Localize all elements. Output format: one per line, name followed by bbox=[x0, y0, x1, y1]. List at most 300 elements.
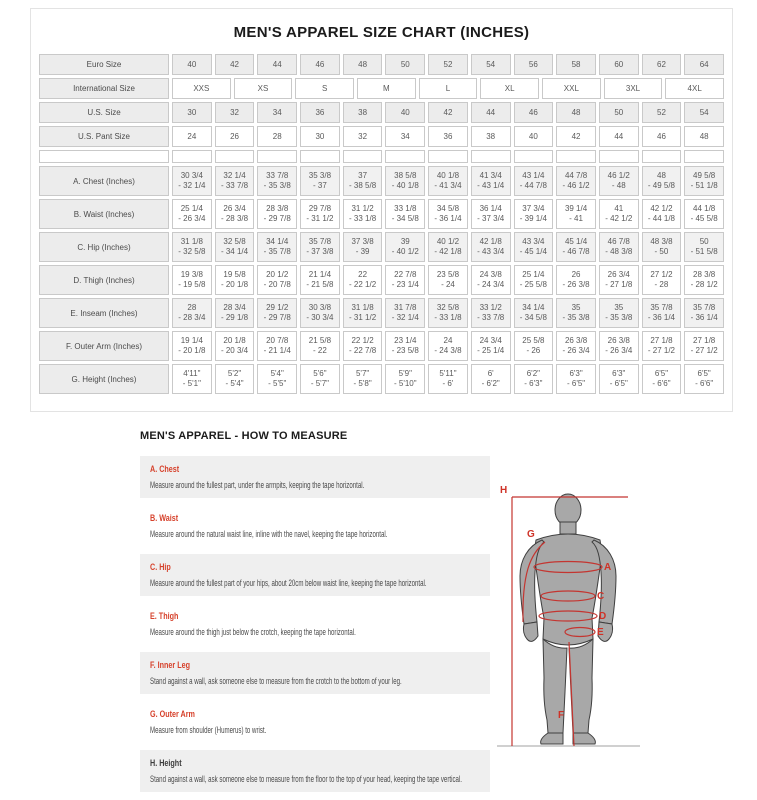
range-to: - 26 3/8 bbox=[562, 280, 590, 289]
range-to: - 33 1/8 bbox=[434, 313, 462, 322]
range-to: - 31 1/2 bbox=[349, 313, 377, 322]
size-cell: XXL bbox=[542, 78, 601, 99]
range-cell bbox=[172, 232, 212, 262]
range-cell bbox=[599, 331, 639, 361]
range-to: - 32 5/8 bbox=[178, 247, 206, 256]
measure-item-heading: F. Inner Leg bbox=[150, 660, 191, 670]
size-cell: 50 bbox=[599, 102, 639, 123]
size-chart-panel bbox=[30, 8, 733, 412]
range-to: - 29 1/8 bbox=[220, 313, 249, 322]
range-cell bbox=[642, 265, 682, 295]
range-to: - 5'8" bbox=[353, 379, 372, 388]
range-cell bbox=[556, 331, 596, 361]
size-select-cell[interactable] bbox=[300, 150, 340, 163]
range-from: 37 3/8 bbox=[351, 237, 374, 246]
size-select-cell[interactable] bbox=[599, 150, 639, 163]
range-from: 37 bbox=[358, 171, 368, 180]
range-to: - 5'7" bbox=[310, 379, 329, 388]
size-cell: 42 bbox=[556, 126, 596, 147]
range-from: 4'11" bbox=[183, 369, 201, 378]
range-from: 27 1/2 bbox=[650, 270, 673, 279]
range-to: - 35 3/8 bbox=[263, 181, 291, 190]
range-from: 26 3/4 bbox=[607, 270, 630, 279]
range-cell bbox=[385, 364, 425, 394]
range-cell bbox=[343, 265, 383, 295]
range-from: 29 1/2 bbox=[266, 303, 289, 312]
measure-item-inner-leg bbox=[140, 652, 490, 694]
size-cell: 64 bbox=[684, 54, 724, 75]
measurement-row bbox=[39, 166, 724, 196]
range-from: 25 1/4 bbox=[522, 270, 545, 279]
range-from: 31 1/8 bbox=[351, 303, 374, 312]
size-cell: XL bbox=[480, 78, 539, 99]
range-to: - 28 bbox=[654, 280, 669, 289]
size-cell: 3XL bbox=[604, 78, 663, 99]
range-to: - 19 5/8 bbox=[178, 280, 206, 289]
range-cell bbox=[471, 331, 511, 361]
row-label-cell: International Size bbox=[39, 78, 169, 99]
range-to: - 6'6" bbox=[695, 379, 714, 388]
range-from: 27 1/8 bbox=[650, 336, 673, 345]
range-cell bbox=[172, 364, 212, 394]
range-cell bbox=[556, 298, 596, 328]
size-cell: 26 bbox=[215, 126, 255, 147]
measure-item-text: Measure around the fullest part, under the armpits, keeping the tape horizontal. bbox=[150, 480, 365, 490]
range-to: - 44 7/8 bbox=[519, 181, 547, 190]
range-cell bbox=[385, 265, 425, 295]
range-cell bbox=[514, 364, 554, 394]
label-d: D bbox=[599, 611, 607, 622]
range-to: - 46 1/2 bbox=[562, 181, 590, 190]
range-from: 23 5/8 bbox=[436, 270, 460, 279]
range-to: - 26 bbox=[526, 346, 541, 355]
size-cell: 40 bbox=[385, 102, 425, 123]
range-from: 33 7/8 bbox=[266, 171, 289, 180]
range-to: - 21 5/8 bbox=[306, 280, 334, 289]
range-cell bbox=[642, 364, 682, 394]
measure-item-text: Measure around the thigh just below the crotch, keeping the tape horizontal. bbox=[150, 627, 356, 637]
size-select-cell[interactable] bbox=[556, 150, 596, 163]
range-cell bbox=[172, 199, 212, 229]
size-cell: 30 bbox=[300, 126, 340, 147]
range-to: - 5'1" bbox=[182, 379, 201, 388]
range-cell bbox=[172, 166, 212, 196]
range-cell bbox=[556, 199, 596, 229]
label-c: C bbox=[597, 591, 605, 602]
range-from: 19 3/8 bbox=[180, 270, 203, 279]
range-to: - 24 bbox=[441, 280, 455, 289]
range-cell bbox=[257, 232, 297, 262]
range-from: 35 7/8 bbox=[308, 237, 332, 246]
range-to: - 27 1/2 bbox=[647, 346, 676, 355]
range-from: 5'4" bbox=[270, 369, 284, 378]
size-cell: 28 bbox=[257, 126, 297, 147]
size-row-euro bbox=[39, 54, 724, 75]
range-cell bbox=[343, 364, 383, 394]
range-to: - 35 3/8 bbox=[605, 313, 633, 322]
size-select-cell[interactable] bbox=[385, 150, 425, 163]
range-from: 45 1/4 bbox=[564, 237, 588, 246]
range-cell bbox=[514, 298, 554, 328]
range-from: 44 1/8 bbox=[693, 204, 716, 213]
range-to: - 5'5" bbox=[268, 379, 287, 388]
measurement-row bbox=[39, 298, 724, 328]
range-from: 32 5/8 bbox=[436, 303, 460, 312]
size-select-row bbox=[39, 150, 724, 163]
range-cell bbox=[215, 331, 255, 361]
range-to: - 28 3/4 bbox=[178, 313, 206, 322]
range-from: 20 7/8 bbox=[266, 336, 289, 345]
size-cell: 32 bbox=[215, 102, 255, 123]
range-to: - 22 7/8 bbox=[349, 346, 377, 355]
range-from: 36 1/4 bbox=[479, 204, 502, 213]
size-cell: 44 bbox=[599, 126, 639, 147]
range-from: 39 1/4 bbox=[564, 204, 588, 213]
size-select-label-cell bbox=[39, 150, 169, 163]
range-cell bbox=[684, 166, 724, 196]
range-from: 41 bbox=[614, 204, 624, 213]
range-to: - 45 5/8 bbox=[690, 214, 718, 223]
range-to: - 5'10" bbox=[393, 379, 417, 388]
range-to: - 37 3/4 bbox=[477, 214, 505, 223]
size-cell: 40 bbox=[514, 126, 554, 147]
row-label-cell: B. Waist (Inches) bbox=[39, 199, 169, 229]
range-from: 26 3/8 bbox=[607, 336, 630, 345]
range-to: - 22 1/2 bbox=[349, 280, 377, 289]
size-select-cell[interactable] bbox=[172, 150, 212, 163]
row-label-cell: U.S. Size bbox=[39, 102, 169, 123]
measure-item-heading: H. Height bbox=[150, 758, 182, 768]
size-cell: 46 bbox=[642, 126, 682, 147]
range-to: - 36 1/4 bbox=[434, 214, 462, 223]
range-to: - 30 3/4 bbox=[306, 313, 334, 322]
range-to: - 34 5/8 bbox=[391, 214, 419, 223]
range-from: 40 1/2 bbox=[436, 237, 460, 246]
range-cell bbox=[471, 265, 511, 295]
range-to: - 29 7/8 bbox=[263, 214, 291, 223]
range-cell bbox=[514, 166, 554, 196]
range-to: - 26 3/4 bbox=[605, 346, 633, 355]
range-from: 42 1/8 bbox=[479, 237, 502, 246]
range-to: - 43 1/4 bbox=[477, 181, 505, 190]
range-to: - 23 5/8 bbox=[391, 346, 419, 355]
range-to: - 27 1/2 bbox=[690, 346, 718, 355]
range-cell bbox=[642, 166, 682, 196]
range-from: 24 bbox=[443, 336, 453, 345]
range-to: - 34 5/8 bbox=[519, 313, 547, 322]
measure-item-heading: A. Chest bbox=[150, 464, 180, 474]
measurement-row bbox=[39, 232, 724, 262]
range-cell bbox=[257, 199, 297, 229]
range-from: 20 1/2 bbox=[266, 270, 289, 279]
row-label-cell: F. Outer Arm (Inches) bbox=[39, 331, 169, 361]
measure-item-hip bbox=[140, 554, 490, 596]
range-from: 32 1/4 bbox=[223, 171, 246, 180]
size-select-cell[interactable] bbox=[215, 150, 255, 163]
range-cell bbox=[257, 265, 297, 295]
range-to: - 20 3/4 bbox=[220, 346, 249, 355]
range-cell bbox=[514, 199, 554, 229]
range-from: 33 1/2 bbox=[479, 303, 502, 312]
range-from: 42 1/2 bbox=[650, 204, 673, 213]
range-from: 48 bbox=[657, 171, 666, 180]
range-cell bbox=[471, 166, 511, 196]
range-cell bbox=[385, 199, 425, 229]
range-cell bbox=[172, 331, 212, 361]
range-to: - 49 5/8 bbox=[647, 181, 676, 190]
range-cell bbox=[514, 331, 554, 361]
size-select-cell[interactable] bbox=[471, 150, 511, 163]
measure-item-text: Stand against a wall, ask someone else to measure from the floor to the top of your head, keeping the tape vertical. bbox=[150, 774, 462, 784]
measurement-row bbox=[39, 199, 724, 229]
range-to: - 26 3/4 bbox=[178, 214, 206, 223]
row-label-cell: G. Height (Inches) bbox=[39, 364, 169, 394]
range-cell bbox=[471, 298, 511, 328]
range-from: 35 bbox=[571, 303, 581, 312]
range-to: - 26 3/4 bbox=[562, 346, 590, 355]
range-cell bbox=[684, 298, 724, 328]
range-from: 38 5/8 bbox=[394, 171, 417, 180]
range-to: - 20 1/8 bbox=[178, 346, 206, 355]
range-from: 33 1/8 bbox=[394, 204, 417, 213]
how-to-measure-section bbox=[140, 430, 490, 799]
range-from: 46 7/8 bbox=[607, 237, 630, 246]
range-from: 6'5" bbox=[697, 369, 711, 378]
size-select-cell[interactable] bbox=[514, 150, 554, 163]
size-select-cell[interactable] bbox=[684, 150, 724, 163]
size-cell: S bbox=[295, 78, 354, 99]
range-cell bbox=[642, 199, 682, 229]
range-from: 34 1/4 bbox=[266, 237, 289, 246]
range-to: - 34 1/4 bbox=[220, 247, 249, 256]
range-to: - 48 bbox=[611, 181, 626, 190]
range-cell bbox=[300, 232, 340, 262]
measure-item-heading: C. Hip bbox=[150, 562, 171, 572]
range-from: 20 1/8 bbox=[223, 336, 246, 345]
range-from: 6'5" bbox=[654, 369, 669, 378]
range-to: - 36 1/4 bbox=[647, 313, 676, 322]
range-from: 23 1/4 bbox=[394, 336, 417, 345]
range-from: 28 3/8 bbox=[693, 270, 716, 279]
size-cell: M bbox=[357, 78, 416, 99]
measure-item-text: Stand against a wall, ask someone else to measure from the crotch to the bottom of your leg. bbox=[150, 676, 402, 686]
range-from: 22 1/2 bbox=[351, 336, 374, 345]
measure-item-heading: B. Waist bbox=[150, 513, 179, 523]
range-cell bbox=[300, 265, 340, 295]
range-to: - 40 1/2 bbox=[391, 247, 419, 256]
range-cell bbox=[385, 331, 425, 361]
range-cell bbox=[599, 166, 639, 196]
range-from: 35 7/8 bbox=[650, 303, 673, 312]
range-cell bbox=[300, 298, 340, 328]
range-from: 34 5/8 bbox=[436, 204, 460, 213]
range-from: 37 3/4 bbox=[522, 204, 545, 213]
size-cell: 34 bbox=[385, 126, 425, 147]
size-cell: 44 bbox=[471, 102, 511, 123]
range-to: - 45 1/4 bbox=[519, 247, 547, 256]
size-cell: XS bbox=[234, 78, 293, 99]
range-to: - 28 3/8 bbox=[220, 214, 249, 223]
range-from: 5'6" bbox=[313, 369, 327, 378]
range-from: 5'11" bbox=[439, 369, 457, 378]
size-cell: 50 bbox=[385, 54, 425, 75]
range-to: - 28 1/2 bbox=[690, 280, 718, 289]
label-g: G bbox=[527, 529, 535, 540]
size-select-cell[interactable] bbox=[257, 150, 297, 163]
range-cell bbox=[684, 331, 724, 361]
measure-item-text: Measure around the fullest part of your hips, about 20cm below waist line, keeping the tape horizontal. bbox=[150, 578, 427, 588]
size-row-us-pant bbox=[39, 126, 724, 147]
range-cell bbox=[428, 364, 468, 394]
range-cell bbox=[599, 364, 639, 394]
range-to: - 25 1/4 bbox=[477, 346, 505, 355]
range-from: 24 3/8 bbox=[479, 270, 502, 279]
range-to: - 38 5/8 bbox=[349, 181, 377, 190]
range-cell bbox=[300, 331, 340, 361]
range-to: - 6'3" bbox=[524, 379, 543, 388]
range-to: - 6'2" bbox=[481, 379, 500, 388]
size-cell: 56 bbox=[514, 54, 554, 75]
range-cell bbox=[428, 232, 468, 262]
range-from: 35 3/8 bbox=[308, 171, 332, 180]
range-to: - 23 1/4 bbox=[391, 280, 419, 289]
size-cell: 36 bbox=[428, 126, 468, 147]
size-select-cell[interactable] bbox=[642, 150, 682, 163]
range-cell bbox=[257, 331, 297, 361]
measure-item-outer-arm bbox=[140, 701, 490, 743]
page-title: MEN'S APPAREL SIZE CHART (INCHES) bbox=[233, 24, 530, 41]
range-to: - 6' bbox=[442, 379, 454, 388]
range-cell bbox=[471, 364, 511, 394]
size-row-international bbox=[39, 78, 724, 99]
range-cell bbox=[599, 232, 639, 262]
size-select-cell[interactable] bbox=[343, 150, 383, 163]
size-cell: 32 bbox=[343, 126, 383, 147]
range-cell bbox=[343, 199, 383, 229]
range-to: - 6'5" bbox=[609, 379, 628, 388]
measure-item-thigh bbox=[140, 603, 490, 645]
range-from: 25 5/8 bbox=[522, 336, 545, 345]
range-from: 19 1/4 bbox=[180, 336, 203, 345]
range-to: - 46 7/8 bbox=[562, 247, 590, 256]
measurement-row bbox=[39, 331, 724, 361]
row-label-cell: C. Hip (Inches) bbox=[39, 232, 169, 262]
range-from: 21 1/4 bbox=[308, 270, 332, 279]
range-to: - 20 1/8 bbox=[220, 280, 249, 289]
range-cell bbox=[300, 166, 340, 196]
size-cell: 58 bbox=[556, 54, 596, 75]
size-cell: 62 bbox=[642, 54, 682, 75]
size-cell: XXS bbox=[172, 78, 231, 99]
range-to: - 33 7/8 bbox=[477, 313, 505, 322]
size-cell: 48 bbox=[684, 126, 724, 147]
size-cell: 46 bbox=[300, 54, 340, 75]
range-from: 6'2" bbox=[526, 369, 540, 378]
range-to: - 32 1/4 bbox=[178, 181, 206, 190]
range-to: - 24 3/8 bbox=[434, 346, 462, 355]
range-cell bbox=[300, 199, 340, 229]
range-from: 35 bbox=[614, 303, 624, 312]
how-to-measure-title: MEN'S APPAREL - HOW TO MEASURE bbox=[140, 430, 348, 442]
range-cell bbox=[642, 232, 682, 262]
range-to: - 42 1/2 bbox=[605, 214, 633, 223]
range-to: - 50 bbox=[654, 247, 669, 256]
size-cell: 46 bbox=[514, 102, 554, 123]
range-cell bbox=[642, 298, 682, 328]
measure-item-waist bbox=[140, 505, 490, 547]
range-cell bbox=[343, 232, 383, 262]
range-cell bbox=[385, 232, 425, 262]
range-from: 32 5/8 bbox=[223, 237, 246, 246]
size-cell: 42 bbox=[428, 102, 468, 123]
range-from: 31 1/8 bbox=[180, 237, 203, 246]
range-cell bbox=[428, 166, 468, 196]
row-label-cell: Euro Size bbox=[39, 54, 169, 75]
range-cell bbox=[215, 364, 255, 394]
label-h: H bbox=[500, 485, 508, 496]
size-cell: 24 bbox=[172, 126, 212, 147]
range-cell bbox=[684, 232, 724, 262]
measure-item-height bbox=[140, 750, 490, 792]
range-to: - 39 1/4 bbox=[519, 214, 547, 223]
range-to: - 24 3/4 bbox=[477, 280, 505, 289]
size-cell: 42 bbox=[215, 54, 255, 75]
size-cell: 60 bbox=[599, 54, 639, 75]
size-cell: 34 bbox=[257, 102, 297, 123]
range-from: 31 1/2 bbox=[351, 204, 374, 213]
measure-item-text: Measure around the natural waist line, inline with the navel, keeping the tape horizontal. bbox=[150, 529, 388, 539]
range-to: - 51 5/8 bbox=[690, 247, 718, 256]
range-to: - 6'6" bbox=[652, 379, 671, 388]
range-cell bbox=[684, 265, 724, 295]
range-to: - 29 7/8 bbox=[263, 313, 291, 322]
range-to: - 22 bbox=[313, 346, 327, 355]
size-select-cell[interactable] bbox=[428, 150, 468, 163]
range-to: - 33 1/8 bbox=[349, 214, 377, 223]
range-to: - 32 1/4 bbox=[391, 313, 419, 322]
range-to: - 35 3/8 bbox=[562, 313, 590, 322]
range-to: - 31 1/2 bbox=[306, 214, 334, 223]
range-from: 27 1/8 bbox=[693, 336, 716, 345]
range-cell bbox=[215, 232, 255, 262]
range-cell bbox=[385, 298, 425, 328]
range-from: 49 5/8 bbox=[693, 171, 716, 180]
range-from: 26 bbox=[571, 270, 581, 279]
range-to: - 6'5" bbox=[566, 379, 586, 388]
size-cell: 48 bbox=[556, 102, 596, 123]
range-cell bbox=[215, 199, 255, 229]
range-cell bbox=[599, 265, 639, 295]
range-cell bbox=[428, 298, 468, 328]
size-cell: 38 bbox=[471, 126, 511, 147]
row-label-cell: U.S. Pant Size bbox=[39, 126, 169, 147]
range-to: - 41 3/4 bbox=[434, 181, 462, 190]
range-from: 5'2" bbox=[227, 369, 242, 378]
range-to: - 37 3/8 bbox=[306, 247, 334, 256]
range-from: 5'7" bbox=[355, 369, 370, 378]
range-from: 6'3" bbox=[612, 369, 626, 378]
range-from: 19 5/8 bbox=[223, 270, 246, 279]
range-from: 28 bbox=[187, 303, 197, 312]
range-to: - 44 1/8 bbox=[647, 214, 676, 223]
range-cell bbox=[642, 331, 682, 361]
range-cell bbox=[257, 364, 297, 394]
range-to: - 35 7/8 bbox=[263, 247, 291, 256]
measure-instructions-list bbox=[140, 456, 490, 792]
range-from: 29 7/8 bbox=[308, 204, 332, 213]
range-from: 22 7/8 bbox=[394, 270, 417, 279]
measure-item-chest bbox=[140, 456, 490, 498]
